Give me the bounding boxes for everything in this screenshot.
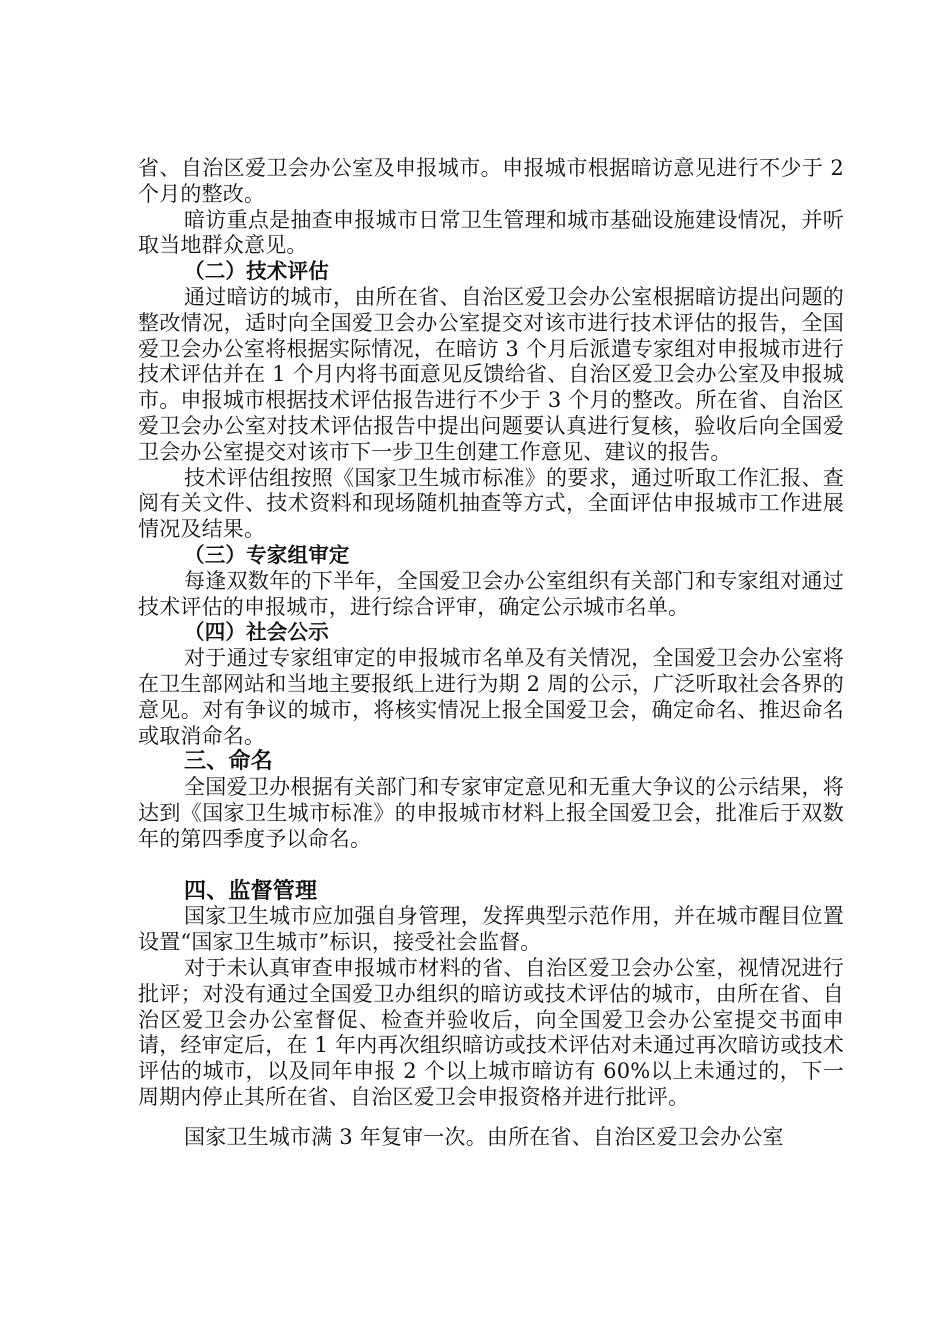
paragraph-expert-review: 每逢双数年的下半年，全国爱卫会办公室组织有关部门和专家组对通过技术评估的申报城市，进行综合评审，确定公示城市名单。 — [138, 568, 844, 619]
paragraph-spacer — [138, 1111, 844, 1125]
paragraph-supervision-criticism: 对于未认真审查申报城市材料的省、自治区爱卫会办公室，视情况进行批评；对没有通过全国爱卫办组织的暗访或技术评估的城市，由所在省、自治区爱卫会办公室督促、检查并验收后，向全国爱卫会办公室提交书面申请，经审定后，在 1 年内再次组织暗访或技术评估对未通过再次暗访或技术评估的城市，以及同年申报 2 个以上城市暗访有 60%以上未通过的，下一周期内停止其所在省、自治区爱卫会申报资格并进行批评。 — [138, 955, 844, 1109]
paragraph-public-notice: 对于通过专家组审定的申报城市名单及有关情况，全国爱卫会办公室将在卫生部网站和当地主要报纸上进行为期 2 周的公示，广泛听取社会各界的意见。对有争议的城市，将核实情况上报全国爱卫会，确定命名、推迟命名或取消命名。 — [138, 646, 844, 748]
heading-public-notice: （四）社会公示 — [184, 620, 329, 645]
heading-supervision: 四、监督管理 — [184, 877, 318, 904]
section-spacer — [138, 853, 844, 879]
paragraph-hidden-inspection-notice: 省、自治区爱卫会办公室及申报城市。申报城市根据暗访意见进行不少于 2 个月的整改。 — [138, 156, 844, 206]
paragraph-assessment-method: 技术评估组按照《国家卫生城市标准》的要求，通过听取工作汇报、查阅有关文件、技术资料和现场随机抽查等方式，全面评估申报城市工作进展情况及结果。 — [138, 465, 844, 542]
heading-expert-review: （三）专家组审定 — [184, 542, 350, 567]
paragraph-inspection-focus: 暗访重点是抽查申报城市日常卫生管理和城市基础设施建设情况，并听取当地群众意见。 — [138, 207, 844, 258]
heading-naming: 三、命名 — [184, 748, 273, 775]
heading-technical-assessment: （二）技术评估 — [184, 259, 329, 284]
paragraph-supervision-signage: 国家卫生城市应加强自身管理，发挥典型示范作用，并在城市醒目位置设置“国家卫生城市”标识，接受社会监督。 — [138, 904, 844, 955]
paragraph-technical-assessment: 通过暗访的城市，由所在省、自治区爱卫会办公室根据暗访提出问题的整改情况，适时向全国爱卫会办公室提交对该市进行技术评估的报告，全国爱卫会办公室将根据实际情况，在暗访 3 个月后派遣专家组对申报城市进行技术评估并在 1 个月内将书面意见反馈给省、自治区爱卫会办公室及申报城市。申报城市根据技术评估报告进行不少于 3 个月的整改。所在省、自治区爱卫会办公室对技术评估报告中提出问题要认真进行复核，验收后向全国爱卫会办公室提交对该市下一步卫生创建工作意见、建议的报告。 — [138, 284, 844, 464]
paragraph-naming: 全国爱卫办根据有关部门和专家审定意见和无重大争议的公示结果，将达到《国家卫生城市标准》的申报城市材料上报全国爱卫会，批准后于双数年的第四季度予以命名。 — [138, 775, 844, 851]
paragraph-review-cycle: 国家卫生城市满 3 年复审一次。由所在省、自治区爱卫会办公室 — [184, 1124, 784, 1149]
document-body — [138, 156, 844, 1150]
